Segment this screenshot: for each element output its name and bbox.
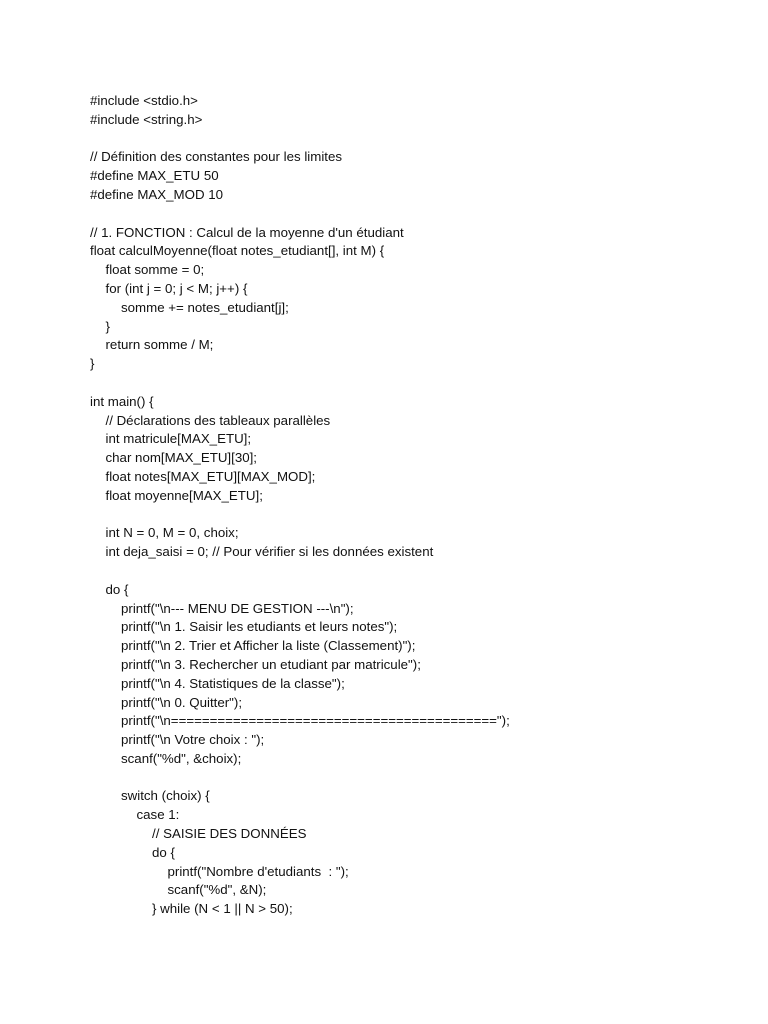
code-line: scanf("%d", &choix);: [121, 750, 242, 766]
code-line: // SAISIE DES DONNÉES: [152, 826, 307, 842]
code-line: printf("\n 2. Trier et Afficher la liste (Classement)");: [121, 638, 416, 654]
code-line: do {: [152, 844, 175, 860]
code-line: #include <string.h>: [90, 111, 203, 127]
code-line: for (int j = 0; j < M; j++) {: [105, 280, 248, 296]
code-line: float moyenne[MAX_ETU];: [105, 487, 263, 503]
code-line: char nom[MAX_ETU][30];: [105, 450, 257, 466]
blank-line: [90, 769, 730, 788]
code-line: // Définition des constantes pour les limites: [90, 149, 343, 165]
code-line: int deja_saisi = 0; // Pour vérifier si les données existent: [105, 544, 434, 560]
code-line: return somme / M;: [105, 337, 214, 353]
code-listing: [90, 92, 730, 919]
code-line: #define MAX_ETU 50: [90, 168, 219, 184]
code-line: printf("\n 4. Statistiques de la classe");: [121, 675, 345, 691]
code-line: printf("\n 1. Saisir les etudiants et leurs notes");: [121, 619, 398, 635]
code-line: float calculMoyenne(float notes_etudiant[], int M) {: [90, 243, 385, 259]
code-line: int N = 0, M = 0, choix;: [105, 525, 239, 541]
code-line: scanf("%d", &N);: [167, 882, 267, 898]
code-line: }: [90, 356, 95, 372]
code-line: switch (choix) {: [121, 788, 210, 804]
code-line: printf("\n==========================================");: [121, 713, 510, 729]
code-line: printf("\n 3. Rechercher un etudiant par matricule");: [121, 656, 421, 672]
code-line: do {: [105, 581, 129, 597]
blank-line: [90, 130, 730, 149]
blank-line: [90, 205, 730, 224]
code-line: float notes[MAX_ETU][MAX_MOD];: [105, 468, 316, 484]
code-line: int main() {: [90, 393, 154, 409]
code-line: printf("\n Votre choix : ");: [121, 732, 265, 748]
code-line: printf("Nombre d'etudiants : ");: [167, 863, 349, 879]
code-line: }: [105, 318, 110, 334]
code-line: case 1:: [136, 807, 180, 823]
code-line: int matricule[MAX_ETU];: [105, 431, 252, 447]
code-line: // Déclarations des tableaux parallèles: [105, 412, 331, 428]
code-line: } while (N < 1 || N > 50);: [152, 901, 293, 917]
code-line: #define MAX_MOD 10: [90, 186, 224, 202]
code-line: float somme = 0;: [105, 262, 205, 278]
code-line: // 1. FONCTION : Calcul de la moyenne d'un étudiant: [90, 224, 404, 240]
code-line: printf("\n--- MENU DE GESTION ---\n");: [121, 600, 354, 616]
blank-line: [90, 506, 730, 525]
code-line: somme += notes_etudiant[j];: [121, 299, 289, 315]
blank-line: [90, 562, 730, 581]
code-line: #include <stdio.h>: [90, 93, 198, 108]
code-line: printf("\n 0. Quitter");: [121, 694, 243, 710]
blank-line: [90, 374, 730, 393]
